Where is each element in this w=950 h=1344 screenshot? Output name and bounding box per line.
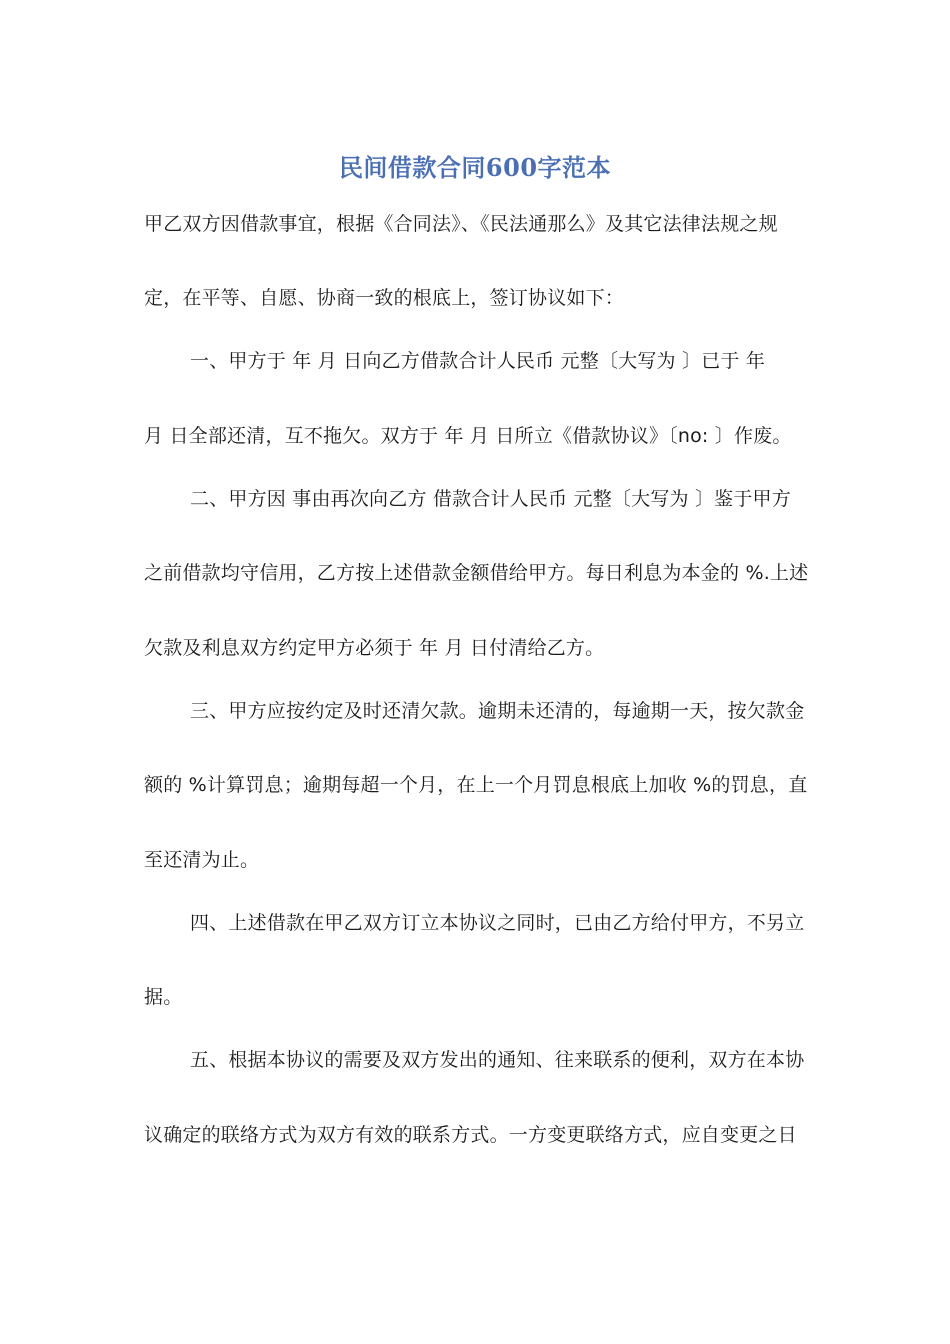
text-line-8: 三、甲方应按约定及时还清欠款。逾期未还清的，每逾期一天，按欠款金 (190, 700, 805, 722)
text-line-1: 甲乙双方因借款事宜，根据《合同法》、《民法通那么》及其它法律法规之规 (144, 213, 778, 235)
text-line-4: 月 日全部还清，互不拖欠。双方于 年 月 日所立《借款协议》〔no: 〕作废。 (144, 425, 792, 447)
text-line-3: 一、甲方于 年 月 日向乙方借款合计人民币 元整〔大写为 〕已于 年 (190, 350, 766, 372)
text-line-10: 至还清为止。 (144, 849, 260, 871)
text-line-9: 额的 %计算罚息；逾期每超一个月，在上一个月罚息根底上加收 %的罚息，直 (144, 774, 808, 796)
text-line-5: 二、甲方因 事由再次向乙方 借款合计人民币 元整〔大写为 〕鉴于甲方 (190, 488, 791, 510)
document-title: 民间借款合同600字范本 (338, 153, 612, 182)
text-line-7: 欠款及利息双方约定甲方必须于 年 月 日付清给乙方。 (144, 637, 605, 659)
text-line-11: 四、上述借款在甲乙双方订立本协议之同时，已由乙方给付甲方，不另立 (190, 912, 805, 934)
text-line-2: 定，在平等、自愿、协商一致的根底上，签订协议如下： (144, 287, 625, 309)
text-line-13: 五、根据本协议的需要及双方发出的通知、往来联系的便利，双方在本协 (190, 1049, 805, 1071)
text-line-12: 据。 (144, 986, 183, 1008)
text-line-6: 之前借款均守信用，乙方按上述借款金额借给甲方。每日利息为本金的 %.上述 (144, 562, 809, 584)
text-line-14: 议确定的联络方式为双方有效的联系方式。一方变更联络方式，应自变更之日 (144, 1124, 797, 1146)
